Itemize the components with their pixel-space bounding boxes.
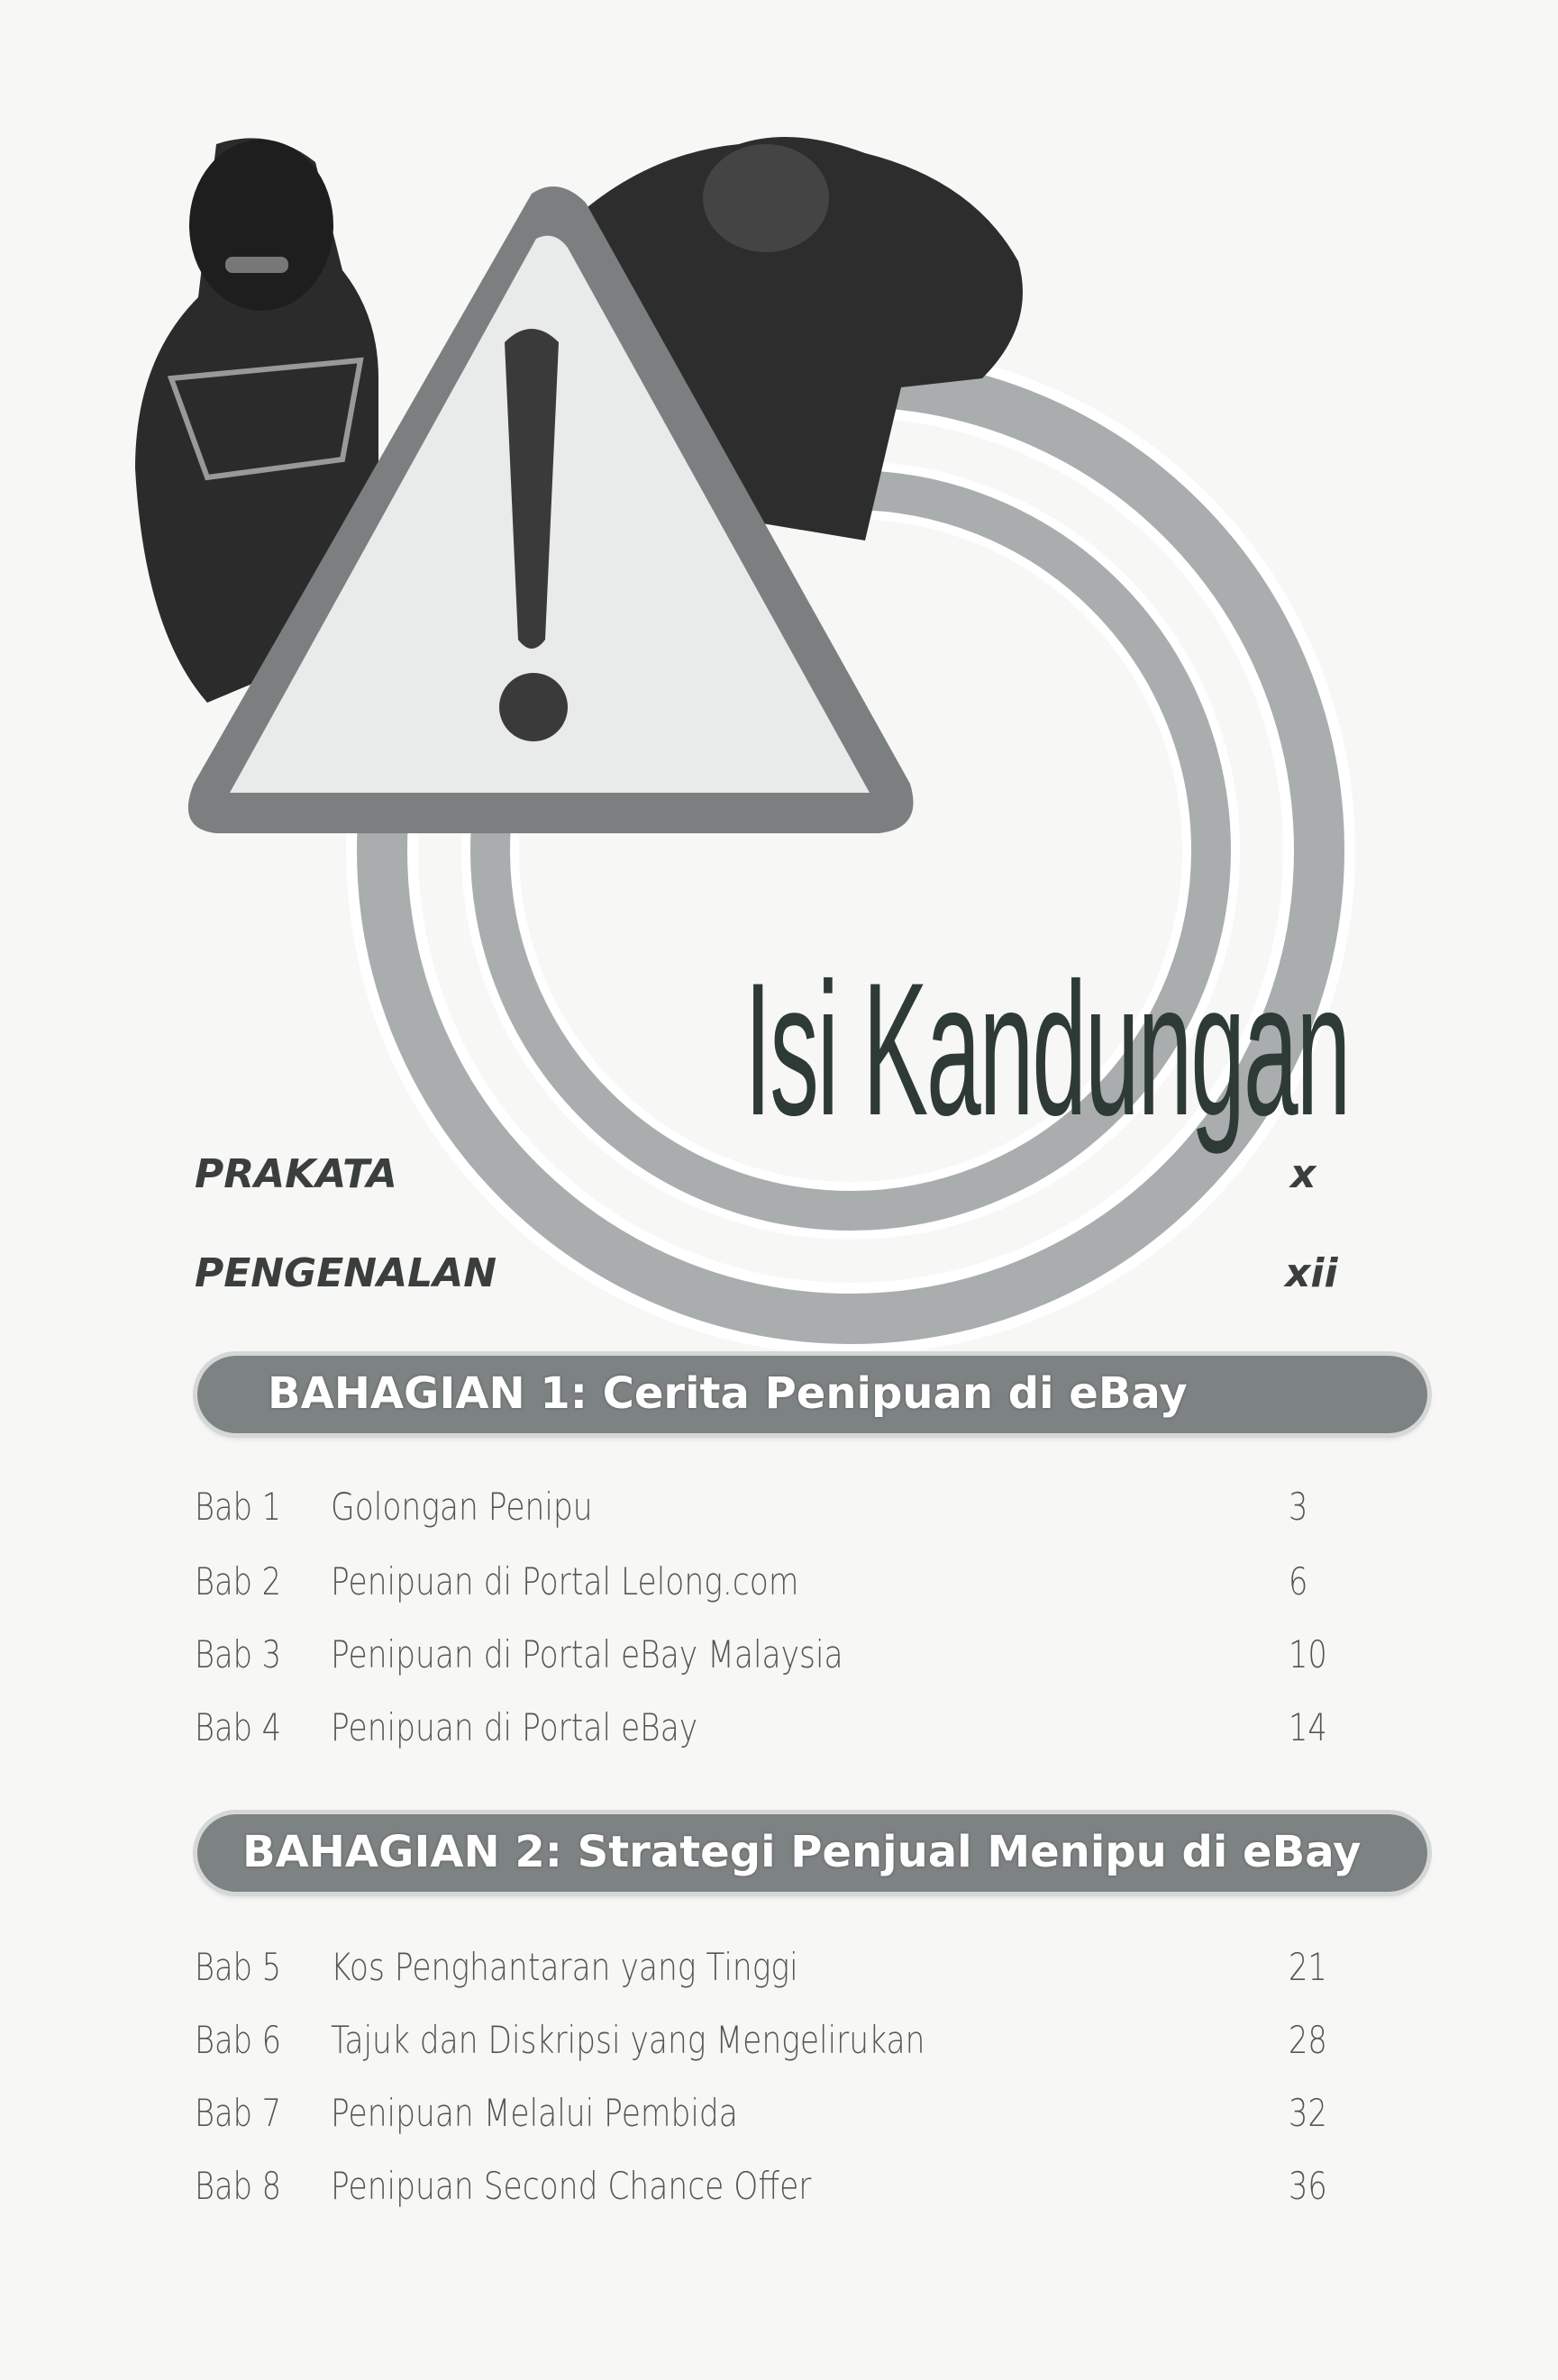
toc-row: [195, 1701, 1366, 1755]
chapter-title: Golongan Penipu: [331, 1485, 593, 1529]
front-matter-page: xii: [1285, 1250, 1338, 1296]
chapter-title: Penipuan di Portal eBay Malaysia: [331, 1632, 843, 1676]
chapter-page: 6: [1289, 1559, 1308, 1603]
chapter-number: Bab 7: [195, 2091, 281, 2135]
chapter-page: 36: [1289, 2164, 1327, 2208]
chapter-page: 14: [1289, 1705, 1327, 1749]
chapter-number: Bab 8: [195, 2164, 281, 2208]
chapter-number: Bab 3: [195, 1632, 281, 1676]
toc-row: [195, 1940, 1366, 1994]
toc-row: [195, 2159, 1366, 2213]
chapter-title: Penipuan Second Chance Offer: [331, 2164, 812, 2208]
toc-row: [195, 1628, 1366, 1682]
chapter-title: Penipuan Melalui Pembida: [331, 2091, 738, 2135]
part-heading-bar: [197, 1356, 1427, 1433]
page-title: Isi Kandungan: [744, 943, 1350, 1155]
front-matter-label: PENGENALAN: [195, 1250, 497, 1296]
chapter-title: Penipuan di Portal Lelong.com: [331, 1559, 799, 1603]
part-heading: BAHAGIAN 2: Strategi Penjual Menipu di eBay: [242, 1827, 1362, 1877]
part-heading-bar: [197, 1814, 1427, 1892]
chapter-title: Tajuk dan Diskripsi yang Mengelirukan: [331, 2018, 925, 2062]
front-matter-label: PRAKATA: [195, 1151, 397, 1197]
toc-row: [195, 2086, 1366, 2140]
chapter-number: Bab 6: [195, 2018, 281, 2062]
chapter-page: 32: [1289, 2091, 1327, 2135]
chapter-page: 10: [1289, 1632, 1327, 1676]
front-matter-page: x: [1290, 1151, 1317, 1197]
chapter-page: 28: [1289, 2018, 1327, 2062]
part-heading: BAHAGIAN 1: Cerita Penipuan di eBay: [268, 1368, 1188, 1419]
chapter-page: 21: [1289, 1945, 1327, 1989]
chapter-title: Penipuan di Portal eBay: [331, 1705, 698, 1749]
toc-row: [195, 1555, 1366, 1609]
chapter-number: Bab 1: [195, 1485, 281, 1529]
chapter-number: Bab 2: [195, 1559, 281, 1603]
chapter-title: Kos Penghantaran yang Tinggi: [331, 1945, 798, 1989]
chapter-number: Bab 4: [195, 1705, 281, 1749]
chapter-page: 3: [1289, 1485, 1308, 1529]
toc-row: [195, 1480, 1366, 1534]
toc-row: [195, 2013, 1366, 2067]
chapter-number: Bab 5: [195, 1945, 281, 1989]
